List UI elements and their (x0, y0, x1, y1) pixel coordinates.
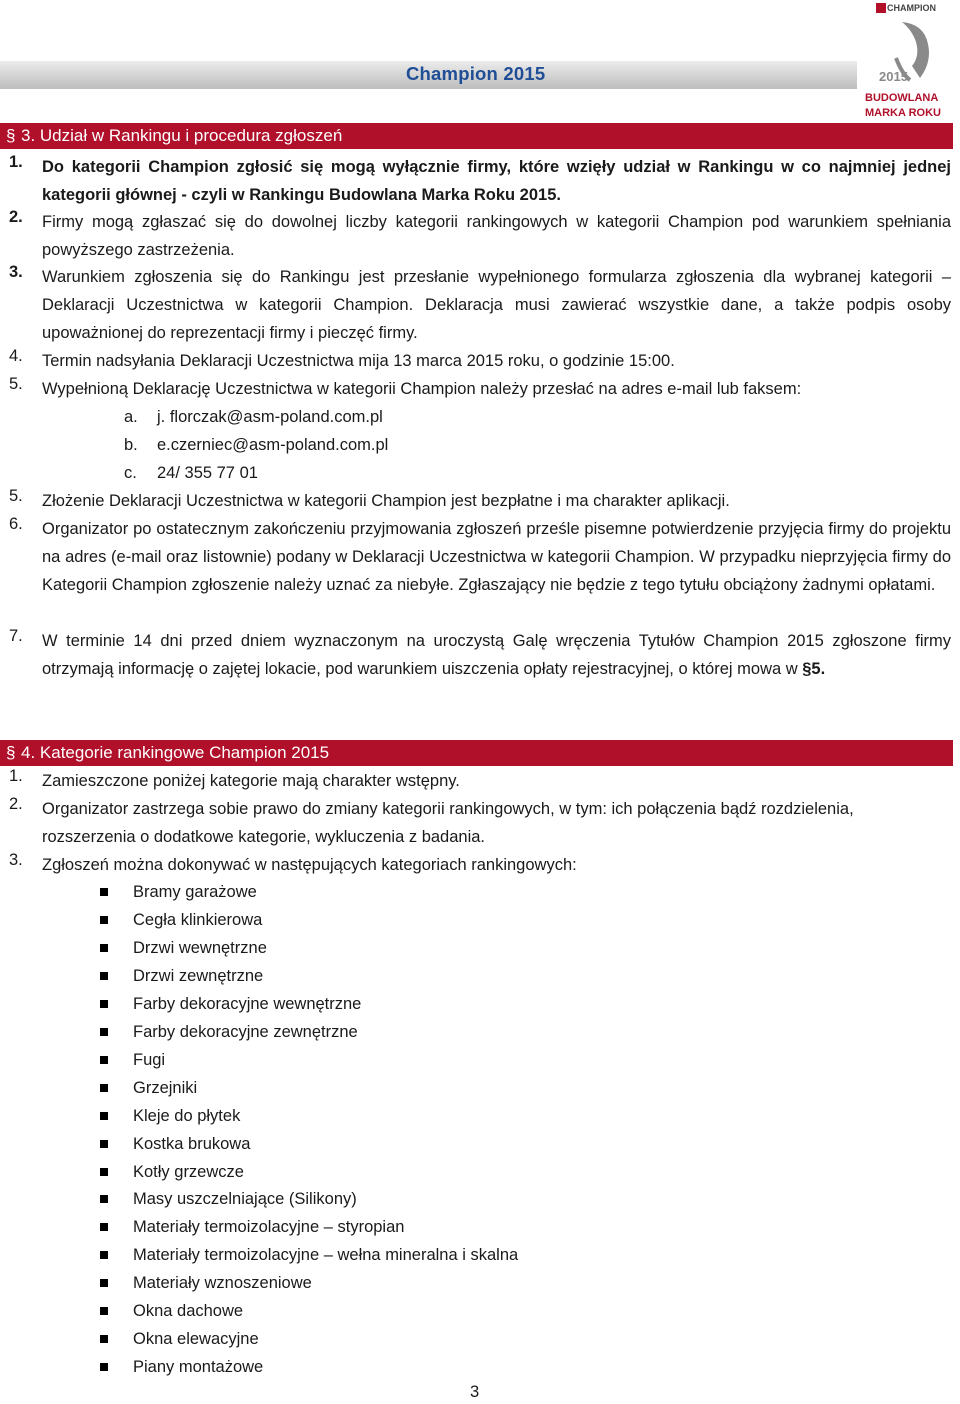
category-label: Farby dekoracyjne zewnętrzne (133, 1022, 358, 1041)
item-number: 2. (9, 208, 23, 226)
bullet-square-icon (100, 1307, 108, 1315)
bullet-square-icon (100, 1000, 108, 1008)
category-label: Kleje do płytek (133, 1106, 241, 1125)
category-label: Materiały termoizolacyjne – styropian (133, 1218, 405, 1237)
section-4-title: 4. Kategorie rankingowe Champion 2015 (21, 743, 330, 762)
contact-letter: c. (124, 464, 137, 482)
item-number: 2. (9, 795, 23, 813)
category-label: Kostka brukowa (133, 1134, 251, 1153)
item-text: Organizator zastrzega sobie prawo do zmiany kategorii rankingowych, w tym: ich połączenia bądź rozdzielenia, rozszerzenia o dodatkowe kategorie, wykluczenia z badania. (42, 800, 854, 846)
logo-line1: BUDOWLANA (865, 92, 939, 104)
logo-brand-text: CHAMPION (887, 3, 936, 13)
bullet-square-icon (100, 888, 108, 896)
category-label: Masy uszczelniające (Silikony) (133, 1190, 357, 1209)
category-label: Drzwi zewnętrzne (133, 966, 264, 985)
item-text (42, 627, 951, 683)
bullet-square-icon (100, 1084, 108, 1092)
category-label: Cegła klinkierowa (133, 910, 263, 929)
bullet-square-icon (100, 1140, 108, 1148)
bullet-square-icon (100, 1363, 108, 1371)
item-text: Zamieszczone poniżej kategorie mają charakter wstępny. (42, 772, 460, 790)
bullet-square-icon (100, 1223, 108, 1231)
bullet-square-icon (100, 1335, 108, 1343)
item-text: Organizator po ostatecznym zakończeniu przyjmowania zgłoszeń prześle pisemne potwierdzenie przyjęcia firmy do projektu na adres (e-mail oraz listownie) podany w Deklaracji Uczestnictwa w kategorii Champion. W przypadku nieprzyjęcia firmy do Kategorii Champion zgłoszenie należy uznać za niebyłe. Zgłaszający nie będzie z tego tytułu obciążony żadnymi opłatami. (42, 520, 951, 594)
item-number: 6. (9, 515, 23, 533)
item-text: Do kategorii Champion zgłosić się mogą wyłącznie firmy, które wzięły udział w Rankingu w co najmniej jednej kategorii głównej - czyli w Rankingu Budowlana Marka Roku 2015. (42, 158, 951, 204)
champion-logo (862, 0, 958, 122)
item-number: 5. (9, 375, 23, 393)
item-text: Termin nadsyłania Deklaracji Uczestnictwa mija 13 marca 2015 roku, o godzinie 15:00. (42, 352, 675, 370)
item-number: 1. (9, 153, 23, 171)
bullet-square-icon (100, 916, 108, 924)
logo-year: 2015 (879, 69, 908, 84)
item-text: Firmy mogą zgłaszać się do dowolnej liczby kategorii rankingowych w kategorii Champion pod warunkiem spełniania powyższego zastrzeżenia. (42, 213, 951, 259)
category-label: Farby dekoracyjne wewnętrzne (133, 994, 362, 1013)
category-label: Materiały termoizolacyjne – wełna mineralna i skalna (133, 1246, 519, 1265)
bullet-square-icon (100, 1168, 108, 1176)
bullet-square-icon (100, 1056, 108, 1064)
bullet-square-icon (100, 1195, 108, 1203)
bullet-square-icon (100, 1028, 108, 1036)
bullet-square-icon (100, 944, 108, 952)
item-number: 1. (9, 767, 23, 785)
bullet-square-icon (100, 1279, 108, 1287)
contact-value[interactable]: e.czerniec@asm-poland.com.pl (157, 436, 389, 454)
bullet-square-icon (100, 1251, 108, 1259)
item-number: 4. (9, 347, 23, 365)
category-label: Okna elewacyjne (133, 1330, 259, 1349)
item-text: Warunkiem zgłoszenia się do Rankingu jest przesłanie wypełnionego formularza zgłoszenia dla wybranej kategorii – Deklaracji Uczestnictwa w kategorii Champion. Deklaracja musi zawierać wszystkie dane, a także podpis osoby upoważnionej do reprezentacji firmy i pieczęć firmy. (42, 268, 951, 342)
contact-value: 24/ 355 77 01 (157, 464, 258, 482)
logo-square (876, 3, 886, 13)
category-label: Piany montażowe (133, 1358, 264, 1377)
header-title: Champion 2015 (406, 63, 546, 84)
category-label: Okna dachowe (133, 1302, 244, 1321)
logo-line2: MARKA ROKU (865, 107, 941, 119)
section-4-heading (0, 740, 953, 766)
category-label: Kotły grzewcze (133, 1162, 244, 1181)
category-label: Grzejniki (133, 1078, 198, 1097)
page-number: 3 (470, 1383, 480, 1401)
contact-letter: a. (124, 408, 138, 426)
item-text: Zgłoszeń można dokonywać w następujących kategoriach rankingowych: (42, 856, 577, 874)
contact-value[interactable]: j. florczak@asm-poland.com.pl (157, 408, 383, 426)
item-number: 3. (9, 851, 23, 869)
category-label: Bramy garażowe (133, 883, 257, 901)
item-number: 5. (9, 487, 23, 505)
section-3-heading (0, 123, 953, 149)
category-label: Drzwi wewnętrzne (133, 938, 267, 957)
item-text: Złożenie Deklaracji Uczestnictwa w kategorii Champion jest bezpłatne i ma charakter aplikacji. (42, 492, 730, 510)
category-label: Fugi (133, 1050, 166, 1069)
item-number: 3. (9, 263, 23, 281)
item-text: Wypełnioną Deklarację Uczestnictwa w kategorii Champion należy przesłać na adres e-mail lub faksem: (42, 380, 802, 398)
bullet-square-icon (100, 1112, 108, 1120)
item-text-body: W terminie 14 dni przed dniem wyznaczonym na uroczystą Galę wręczenia Tytułów Champion 2015 zgłoszone firmy otrzymają informację o zajętej lokacie, pod warunkiem uiszczenia opłaty rejestracyjnej, o której mowa w (42, 632, 951, 678)
category-label: Materiały wznoszeniowe (133, 1274, 312, 1293)
bullet-square-icon (100, 972, 108, 980)
section-mark: § (6, 743, 16, 762)
section-mark: § (6, 126, 16, 145)
item-text-ref: §5. (802, 660, 826, 678)
section-3-title: 3. Udział w Rankingu i procedura zgłoszeń (21, 126, 343, 145)
contact-letter: b. (124, 436, 138, 454)
item-number: 7. (9, 627, 23, 645)
